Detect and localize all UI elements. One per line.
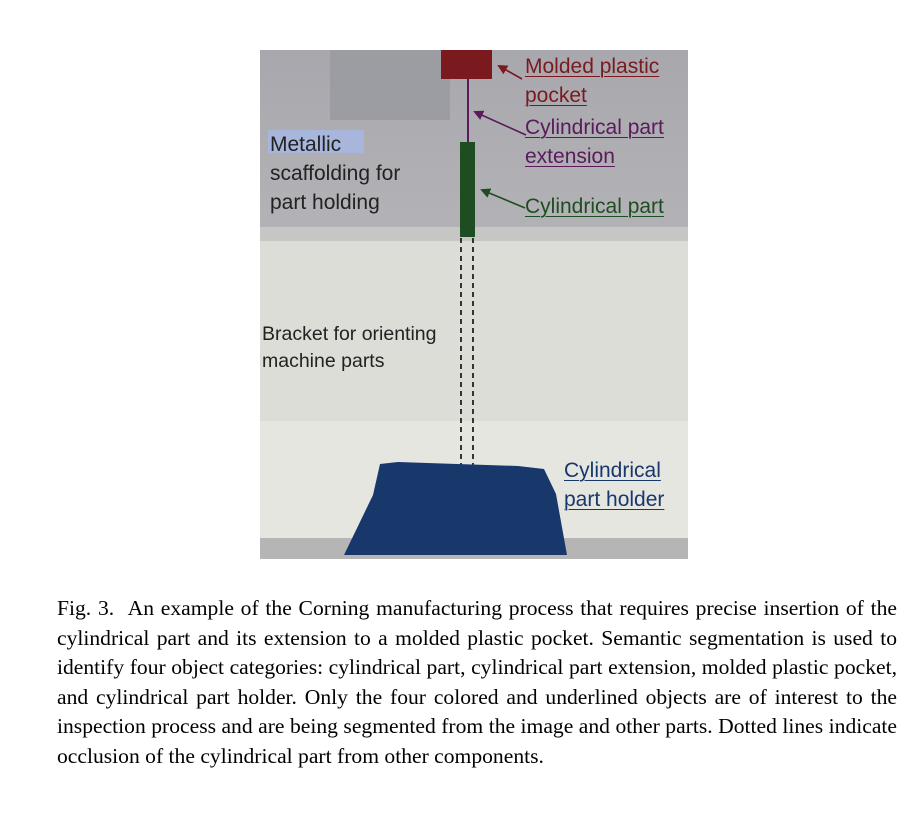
molded-pocket-label-line1: Molded plastic: [525, 55, 660, 78]
bracket-label-line1: Bracket for orienting: [262, 323, 437, 345]
holder-label-line2: part holder: [564, 488, 665, 511]
figure-caption-text: An example of the Corning manufacturing process that requires precise insertion of the cylindrical part and its extension to a molded plastic pocket. Semantic segmentation is used to identify four object categories: cylindrical part, cylindrical part extension, molded plastic pocket, and cylindrical part holder. Only the four colored and underlined objects are of interest to the inspection process and are being segmented from the image and other parts. Dotted lines indicate occlusion of the cylindrical part from other components.: [57, 596, 897, 768]
background-scaffold-shade: [330, 50, 450, 120]
extension-label-line1: Cylindrical part: [525, 116, 664, 139]
cylindrical-part-label-text: Cylindrical part: [525, 195, 664, 218]
extension-label: [525, 113, 664, 171]
extension-label-line2: extension: [525, 145, 615, 168]
molded-pocket-label-line2: pocket: [525, 84, 587, 107]
cylindrical-part-segment: [460, 142, 475, 237]
figure-caption: [57, 594, 897, 771]
scaffolding-label: [270, 130, 400, 217]
cylindrical-part-label: [525, 192, 664, 221]
molded-plastic-pocket-segment: [441, 50, 492, 79]
cylindrical-part-holder-segment: [344, 462, 567, 555]
segmentation-figure: [260, 50, 688, 559]
scaffolding-label-line1: Metallic: [270, 133, 342, 156]
scaffolding-label-line2: scaffolding for: [270, 162, 401, 185]
holder-label: [564, 456, 664, 514]
molded-pocket-label: [525, 52, 659, 110]
bracket-label: [262, 321, 437, 375]
figure-caption-label: Fig. 3.: [57, 596, 115, 620]
bracket-label-line2: machine parts: [262, 350, 385, 372]
scaffolding-label-line3: part holding: [270, 191, 380, 214]
holder-label-line1: Cylindrical: [564, 459, 661, 482]
